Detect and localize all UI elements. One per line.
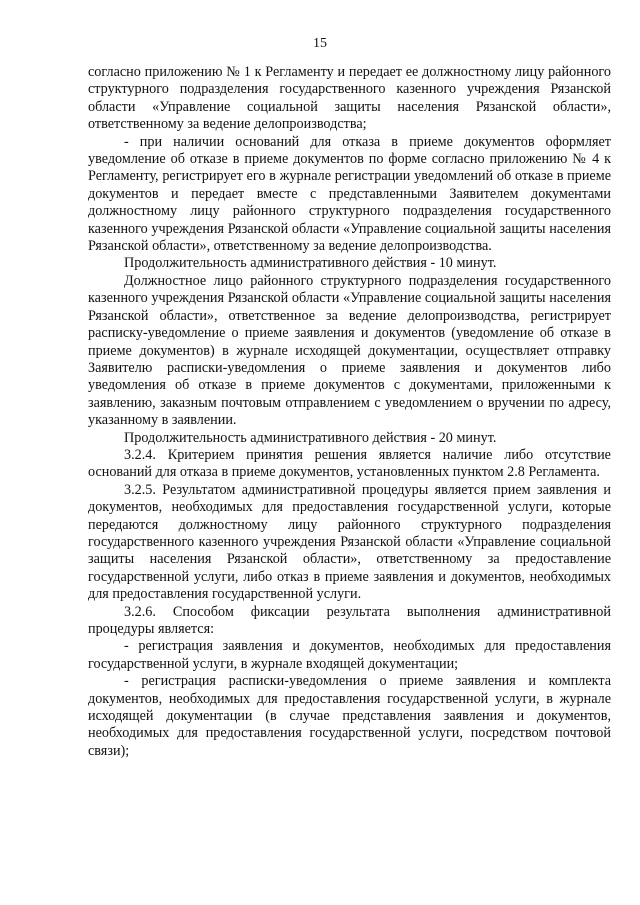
paragraph: согласно приложению № 1 к Регламенту и передает ее должностному лицу районного структурного подразделения государственного казенного учреждения Рязанской области «Управление социальной защиты населения Рязанской области», ответственному за ведение делопроизводства;	[88, 64, 611, 133]
paragraph: 3.2.4. Критерием принятия решения является наличие либо отсутствие оснований для отказа в приеме документов, установленных пунктом 2.8 Регламента.	[88, 446, 611, 481]
paragraph: - регистрация заявления и документов, необходимых для предоставления государственной услуги, в журнале входящей документации;	[88, 638, 611, 672]
paragraph: Продолжительность административного действия - 10 минут.	[124, 255, 497, 272]
paragraph: Продолжительность административного действия - 20 минут.	[124, 429, 497, 446]
paragraph: 3.2.5. Результатом административной процедуры является прием заявления и документов, необходимых для предоставления государственной услуги, которые передаются должностному лицу районного структурного подразделения государственного казенного учреждения Рязанской области «Управление социальной защиты населения Рязанской области», ответственному за предоставление государственной услуги, либо отказ в приеме заявления и документов, необходимых для предоставления государственной услуги.	[88, 481, 611, 603]
page-number: 15	[313, 36, 327, 51]
document-body	[88, 64, 611, 760]
paragraph: - при наличии оснований для отказа в приеме документов оформляет уведомление об отказе в приеме документов по форме согласно приложению № 4 к Регламенту, регистрирует его в журнале регистрации уведомлений об отказе в приеме документов и передает вместе с представленными Заявителем документами должностному лицу районного структурного подразделения государственного казенного учреждения Рязанской области «Управление социальной защиты населения Рязанской области», ответственному за ведение делопроизводства.	[88, 133, 611, 255]
paragraph: Должностное лицо районного структурного подразделения государственного казенного учреждения Рязанской области «Управление социальной защиты населения Рязанской области», ответственное за ведение делопроизводства, регистрирует расписку-уведомление о приеме заявления и документов (уведомление об отказе в приеме документов) в журнале исходящей документации, осуществляет отправку Заявителю расписки-уведомления о приеме заявления и документов либо уведомления об отказе в приеме документов с документами, приложенными к заявлению, заказным почтовым отправлением с уведомлением о вручении по адресу, указанному в заявлении.	[88, 272, 611, 429]
paragraph: 3.2.6. Способом фиксации результата выполнения административной процедуры является:	[88, 603, 611, 637]
paragraph: - регистрация расписки-уведомления о приеме заявления и комплекта документов, необходимых для предоставления государственной услуги, в журнале исходящей документации (в случае представления заявления и документов, необходимых для предоставления государственной услуги, посредством почтовой связи);	[88, 673, 611, 759]
